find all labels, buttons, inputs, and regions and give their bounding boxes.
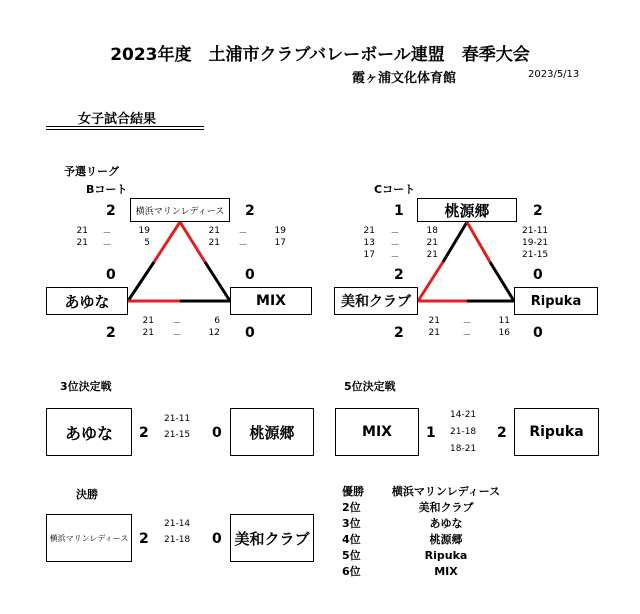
b-team-top: 横浜マリンレディース <box>130 198 230 222</box>
b-tr-score: 19 <box>274 226 286 236</box>
b-top-left-wins: 2 <box>106 203 116 219</box>
b-tl-dash: － <box>102 241 112 251</box>
standing-team: 桃源郷 <box>429 533 463 546</box>
b-line-top-left-red <box>154 222 180 262</box>
date: 2023/5/13 <box>528 69 580 80</box>
c-bottom-score: 21 <box>428 316 440 326</box>
b-left-bottom-wins: 2 <box>106 325 116 341</box>
c-line-top-right-black <box>490 262 514 301</box>
c-tl-score: 17 <box>363 250 375 260</box>
third-right-wins: 0 <box>212 425 222 441</box>
b-bottom-dash: － <box>172 319 182 329</box>
b-line-top-right-black <box>205 262 230 301</box>
b-team-right: MIX <box>230 287 312 315</box>
b-top-right-wins: 2 <box>245 203 255 219</box>
b-right-top-wins: 0 <box>245 267 255 283</box>
c-team-right: Ripuka <box>514 287 598 315</box>
fifth-right-wins: 2 <box>497 425 507 441</box>
fifth-team-left: MIX <box>335 408 419 456</box>
c-tl-score: 21 <box>426 250 438 260</box>
fifth-place-label: 5位決定戦 <box>344 380 396 393</box>
c-tr-score: 21-15 <box>522 250 549 260</box>
c-left-top-wins: 2 <box>394 267 404 283</box>
c-tl-score: 13 <box>363 238 375 248</box>
c-bottom-score: 11 <box>498 316 510 326</box>
b-bottom-score: 21 <box>142 328 154 338</box>
third-team-left: あゆな <box>46 408 132 456</box>
b-tl-score: 21 <box>76 238 88 248</box>
c-tl-dash: － <box>390 253 400 263</box>
b-right-bottom-wins: 0 <box>245 325 255 341</box>
standing-team: 横浜マリンレディース <box>391 485 501 498</box>
b-left-top-wins: 0 <box>106 267 116 283</box>
c-team-top: 桃源郷 <box>417 198 517 222</box>
final-score: 21-14 <box>164 519 191 529</box>
third-left-wins: 2 <box>139 425 149 441</box>
b-team-left: あゆな <box>46 287 128 315</box>
b-bottom-score: 12 <box>208 328 220 338</box>
standing-rank: 優勝 <box>342 485 364 498</box>
final-right-wins: 0 <box>212 531 222 547</box>
third-team-right: 桃源郷 <box>230 408 314 456</box>
final-left-wins: 2 <box>139 531 149 547</box>
final-label: 決勝 <box>76 488 98 501</box>
c-tl-score: 21 <box>363 226 375 236</box>
c-line-top-right-red <box>467 222 490 262</box>
c-right-top-wins: 0 <box>533 267 543 283</box>
b-tl-score: 5 <box>144 238 150 248</box>
standing-team: Ripuka <box>424 549 468 562</box>
b-line-top-left-black <box>128 262 154 301</box>
fifth-score: 21-18 <box>450 427 477 437</box>
standing-rank: 4位 <box>342 533 361 546</box>
b-bottom-score: 6 <box>214 316 220 326</box>
b-bottom-dash: － <box>172 331 182 341</box>
b-tr-score: 21 <box>208 238 220 248</box>
b-tr-dash: － <box>238 241 248 251</box>
c-tl-dash: － <box>390 229 400 239</box>
c-bottom-dash: － <box>462 331 472 341</box>
fifth-score: 18-21 <box>450 444 477 454</box>
b-tl-score: 21 <box>76 226 88 236</box>
b-tl-score: 19 <box>138 226 150 236</box>
c-bottom-dash: － <box>462 319 472 329</box>
fifth-team-right: Ripuka <box>514 408 599 456</box>
standing-rank: 5位 <box>342 549 361 562</box>
c-top-left-wins: 1 <box>394 203 404 219</box>
final-team-left: 横浜マリンレディース <box>46 514 132 562</box>
standing-team: 美和クラブ <box>418 501 474 514</box>
c-bottom-score: 16 <box>498 328 510 338</box>
c-left-bottom-wins: 2 <box>394 325 404 341</box>
standing-rank: 2位 <box>342 501 361 514</box>
b-court-label: Bコート <box>86 183 128 196</box>
b-bottom-score: 21 <box>142 316 154 326</box>
c-right-bottom-wins: 0 <box>533 325 543 341</box>
standing-rank: 3位 <box>342 517 361 530</box>
c-line-top-left-red <box>418 262 443 301</box>
c-team-left: 美和クラブ <box>334 287 418 315</box>
standing-team: MIX <box>434 565 458 578</box>
page-title: 2023年度 土浦市クラブバレーボール連盟 春季大会 <box>110 45 530 65</box>
fifth-left-wins: 1 <box>426 425 436 441</box>
b-tr-score: 21 <box>208 226 220 236</box>
third-place-label: 3位決定戦 <box>60 380 112 393</box>
standing-rank: 6位 <box>342 565 361 578</box>
standing-team: あゆな <box>429 517 463 530</box>
c-tl-score: 21 <box>426 238 438 248</box>
c-tl-dash: － <box>390 241 400 251</box>
c-tl-score: 18 <box>426 226 438 236</box>
c-bottom-score: 21 <box>428 328 440 338</box>
final-team-right: 美和クラブ <box>230 514 314 562</box>
standings-ranks <box>342 484 364 580</box>
c-tr-score: 21-11 <box>522 226 549 236</box>
third-score: 21-15 <box>164 430 191 440</box>
final-score: 21-18 <box>164 535 191 545</box>
b-tl-dash: － <box>102 229 112 239</box>
standings-teams <box>384 484 508 580</box>
b-tr-dash: － <box>238 229 248 239</box>
c-line-top-left-black <box>443 222 467 262</box>
section-title: 女子試合結果 <box>78 112 157 127</box>
third-score: 21-11 <box>164 414 191 424</box>
venue: 霞ヶ浦文化体育館 <box>352 71 457 86</box>
b-tr-score: 17 <box>274 238 286 248</box>
c-top-right-wins: 2 <box>533 203 543 219</box>
c-tr-score: 19-21 <box>522 238 549 248</box>
prelim-label: 予選リーグ <box>64 165 119 178</box>
fifth-score: 14-21 <box>450 410 477 420</box>
c-court-label: Cコート <box>374 183 416 196</box>
